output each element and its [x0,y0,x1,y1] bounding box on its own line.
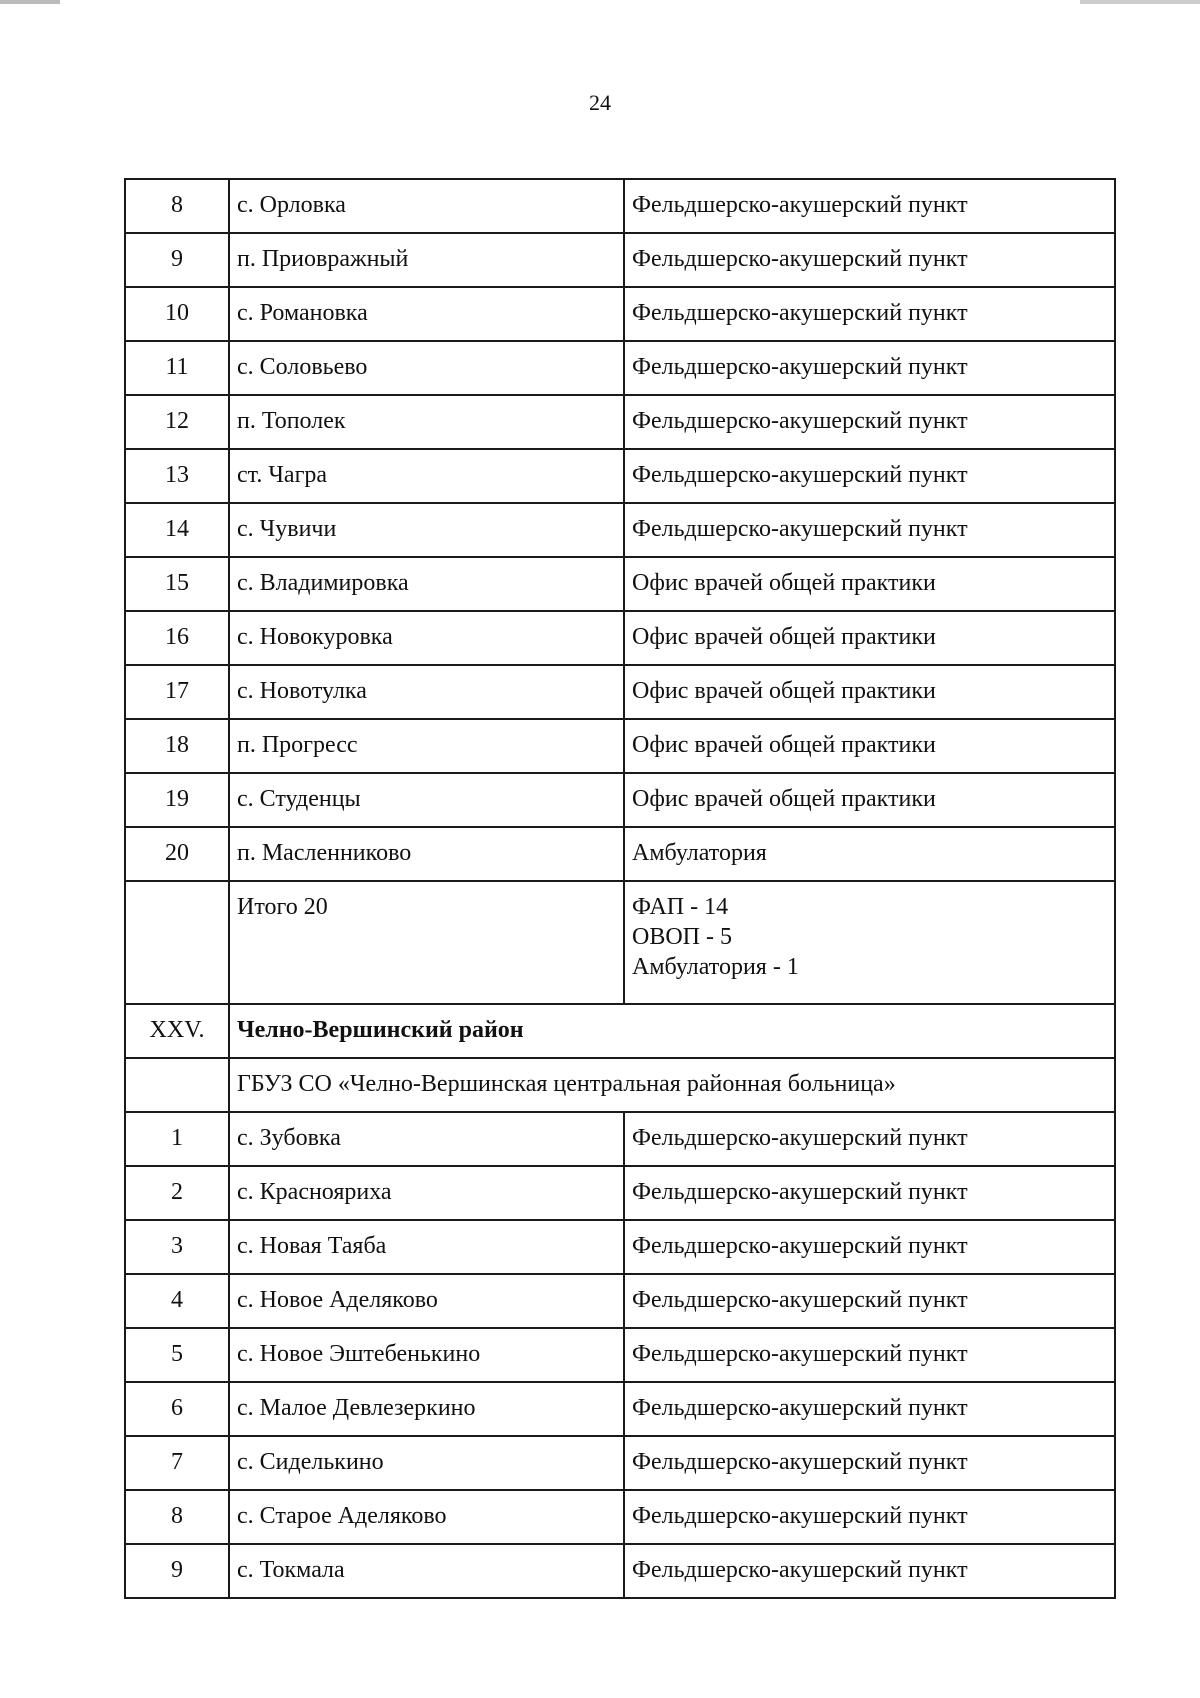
settlement-name: с. Старое Аделяково [229,1490,624,1544]
table-row [125,557,1115,611]
table-row [125,179,1115,233]
total-line-fap: ФАП - 14 [632,894,729,920]
district-row [125,1004,1115,1058]
table-row [125,1544,1115,1598]
total-row [125,881,1115,1004]
settlement-name: с. Новокуровка [229,611,624,665]
table-row [125,449,1115,503]
row-number: 4 [125,1274,229,1328]
settlement-name: с. Студенцы [229,773,624,827]
settlement-name: с. Чувичи [229,503,624,557]
row-number: 2 [125,1166,229,1220]
settlement-name: с. Орловка [229,179,624,233]
row-number: 9 [125,233,229,287]
row-number: 14 [125,503,229,557]
scan-edge-right [1080,0,1200,4]
facility-type: Амбулатория [624,827,1115,881]
table-row [125,287,1115,341]
row-number: 12 [125,395,229,449]
row-number: 3 [125,1220,229,1274]
table-row [125,233,1115,287]
table-row [125,1112,1115,1166]
district-name: Челно-Вершинский район [229,1004,1115,1058]
institution-row [125,1058,1115,1112]
facility-type: Офис врачей общей практики [624,719,1115,773]
facility-type: Офис врачей общей практики [624,557,1115,611]
total-label: Итого 20 [229,881,624,1004]
facility-type: Офис врачей общей практики [624,611,1115,665]
settlement-name: ст. Чагра [229,449,624,503]
table-row [125,1490,1115,1544]
table-row [125,773,1115,827]
table-row [125,827,1115,881]
district-number: XXV. [125,1004,229,1058]
settlement-name: п. Масленниково [229,827,624,881]
total-line-ambulatory: Амбулатория - 1 [632,954,799,980]
settlement-name: с. Новое Аделяково [229,1274,624,1328]
settlement-name: с. Токмала [229,1544,624,1598]
facility-type: Фельдшерско-акушерский пункт [624,1436,1115,1490]
row-number: 9 [125,1544,229,1598]
facility-type: Фельдшерско-акушерский пункт [624,1220,1115,1274]
facility-type: Фельдшерско-акушерский пункт [624,503,1115,557]
facility-type: Фельдшерско-акушерский пункт [624,287,1115,341]
table-row [125,1328,1115,1382]
row-number: 18 [125,719,229,773]
table-row [125,1274,1115,1328]
row-number: 20 [125,827,229,881]
row-number: 8 [125,179,229,233]
row-number: 10 [125,287,229,341]
table-row [125,1220,1115,1274]
settlement-name: п. Тополек [229,395,624,449]
table-body-summary [125,881,1115,1112]
facility-type: Фельдшерско-акушерский пункт [624,395,1115,449]
settlement-name: п. Прогресс [229,719,624,773]
row-number: 19 [125,773,229,827]
row-number: 16 [125,611,229,665]
row-number: 11 [125,341,229,395]
page-number: 24 [589,90,611,115]
table-row [125,1436,1115,1490]
row-number: 13 [125,449,229,503]
settlement-name: с. Зубовка [229,1112,624,1166]
facility-type: Офис врачей общей практики [624,773,1115,827]
table-body-part1 [125,179,1115,881]
table-row [125,611,1115,665]
facility-type: Фельдшерско-акушерский пункт [624,341,1115,395]
settlement-name: с. Новое Эштебенькино [229,1328,624,1382]
total-num-cell [125,881,229,1004]
row-number: 7 [125,1436,229,1490]
facility-type: Фельдшерско-акушерский пункт [624,1382,1115,1436]
facilities-table [124,178,1116,1599]
facility-type: Фельдшерско-акушерский пункт [624,449,1115,503]
table-body-part2 [125,1112,1115,1598]
table-row [125,665,1115,719]
facility-type: Фельдшерско-акушерский пункт [624,1166,1115,1220]
facility-type: Фельдшерско-акушерский пункт [624,1112,1115,1166]
total-line-ovop: ОВОП - 5 [632,924,732,950]
facility-type: Фельдшерско-акушерский пункт [624,1328,1115,1382]
settlement-name: с. Краснояриха [229,1166,624,1220]
row-number: 1 [125,1112,229,1166]
facility-type: Фельдшерско-акушерский пункт [624,233,1115,287]
settlement-name: с. Соловьево [229,341,624,395]
row-number: 6 [125,1382,229,1436]
row-number: 5 [125,1328,229,1382]
table-row [125,1166,1115,1220]
institution-num-cell [125,1058,229,1112]
institution-name: ГБУЗ СО «Челно-Вершинская центральная районная больница» [229,1058,1115,1112]
scan-edge-left [0,0,60,4]
table-row [125,1382,1115,1436]
table-row [125,503,1115,557]
facility-type: Фельдшерско-акушерский пункт [624,1274,1115,1328]
table-row [125,719,1115,773]
facility-type: Офис врачей общей практики [624,665,1115,719]
row-number: 15 [125,557,229,611]
settlement-name: с. Новотулка [229,665,624,719]
facility-type: Фельдшерско-акушерский пункт [624,1490,1115,1544]
facility-type: Фельдшерско-акушерский пункт [624,179,1115,233]
table-row [125,341,1115,395]
total-breakdown [624,881,1115,1004]
settlement-name: с. Сиделькино [229,1436,624,1490]
table-row [125,395,1115,449]
settlement-name: с. Малое Девлезеркино [229,1382,624,1436]
settlement-name: с. Романовка [229,287,624,341]
settlement-name: п. Приовражный [229,233,624,287]
row-number: 17 [125,665,229,719]
row-number: 8 [125,1490,229,1544]
facility-type: Фельдшерско-акушерский пункт [624,1544,1115,1598]
settlement-name: с. Новая Таяба [229,1220,624,1274]
settlement-name: с. Владимировка [229,557,624,611]
